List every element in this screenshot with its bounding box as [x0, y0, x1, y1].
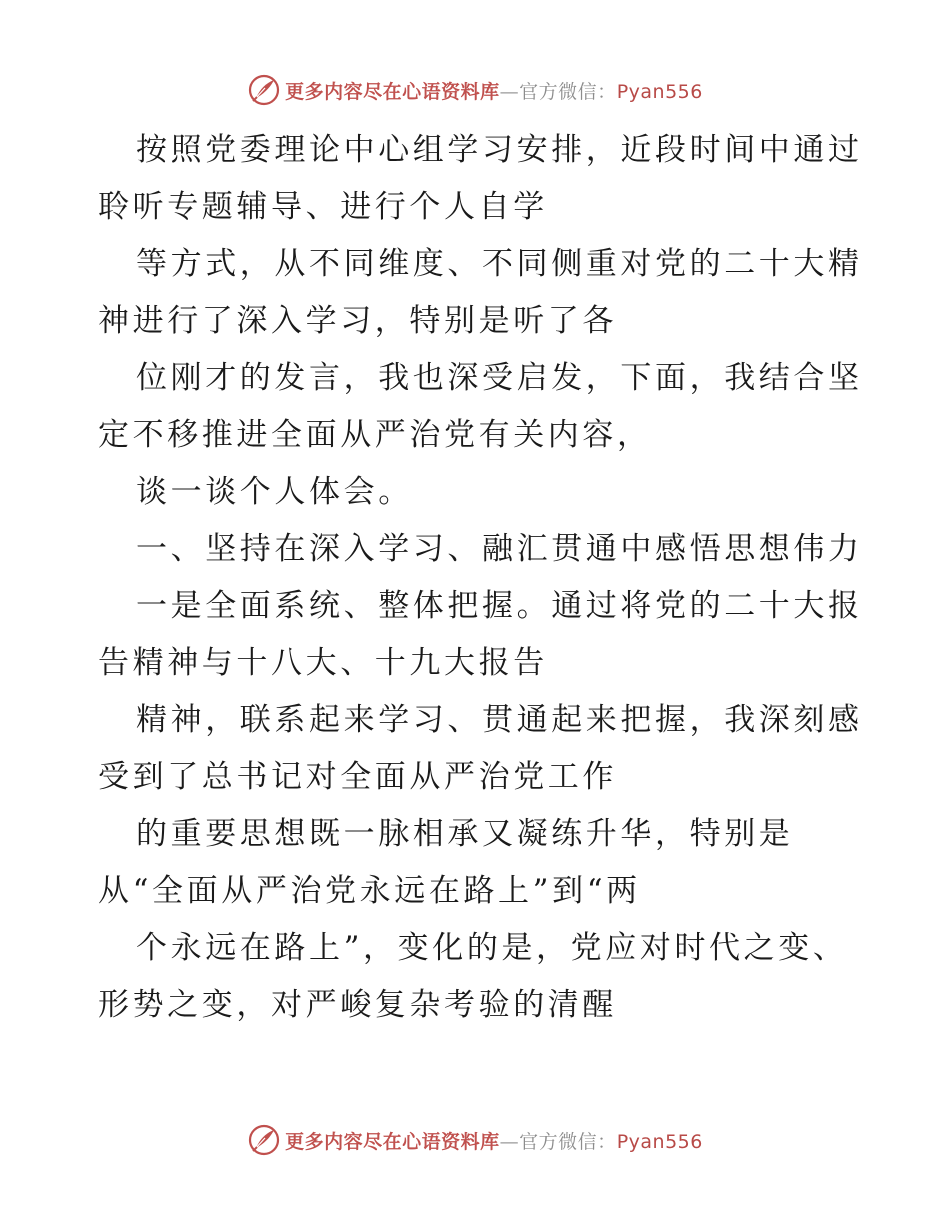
footer-banner — [0, 1120, 950, 1160]
text-line: 谈一谈个人体会。 — [136, 474, 413, 510]
text-line: 定不移推进全面从严治党有关内容， — [98, 417, 652, 453]
text-line: 个永远在路上”，变化的是，党应对时代之变、 — [136, 930, 848, 966]
banner-wechat-text: 官方微信： — [519, 80, 617, 103]
banner-text — [285, 77, 703, 104]
feather-pen-logo-icon — [247, 73, 281, 107]
text-line: 按照党委理论中心组学习安排，近段时间中通过 — [136, 132, 863, 168]
banner-text — [285, 1127, 703, 1154]
document-body — [98, 128, 863, 1040]
text-line: 告精神与十八大、十九大报告 — [98, 645, 548, 681]
feather-pen-logo-icon — [247, 1123, 281, 1157]
banner-wechat-id: Pyan556 — [616, 80, 703, 103]
text-line: 位刚才的发言，我也深受启发，下面，我结合坚 — [136, 360, 863, 396]
text-line: 形势之变，对严峻复杂考验的清醒 — [98, 987, 617, 1023]
banner-dash: — — [499, 80, 520, 103]
text-line: 的重要思想既一脉相承又凝练升华，特别是 — [136, 816, 794, 852]
banner-wechat-text: 官方微信： — [519, 1130, 617, 1153]
header-banner — [0, 70, 950, 110]
banner-wechat-id: Pyan556 — [616, 1130, 703, 1153]
section-heading: 一、坚持在深入学习、融汇贯通中感悟思想伟力 — [136, 531, 863, 567]
text-line: 受到了总书记对全面从严治党工作 — [98, 759, 617, 795]
text-line: 一是全面系统、整体把握。通过将党的二十大报 — [136, 588, 863, 624]
text-line: 等方式，从不同维度、不同侧重对党的二十大精 — [136, 246, 863, 282]
banner-site-text: 更多内容尽在心语资料库 — [285, 1130, 500, 1153]
banner-site-text: 更多内容尽在心语资料库 — [285, 80, 500, 103]
text-line: 精神，联系起来学习、贯通起来把握，我深刻感 — [136, 702, 863, 738]
text-line: 聆听专题辅导、进行个人自学 — [98, 189, 548, 225]
text-line: 从“全面从严治党永远在路上”到“两 — [98, 873, 641, 909]
text-line: 神进行了深入学习，特别是听了各 — [98, 303, 617, 339]
banner-dash: — — [499, 1130, 520, 1153]
